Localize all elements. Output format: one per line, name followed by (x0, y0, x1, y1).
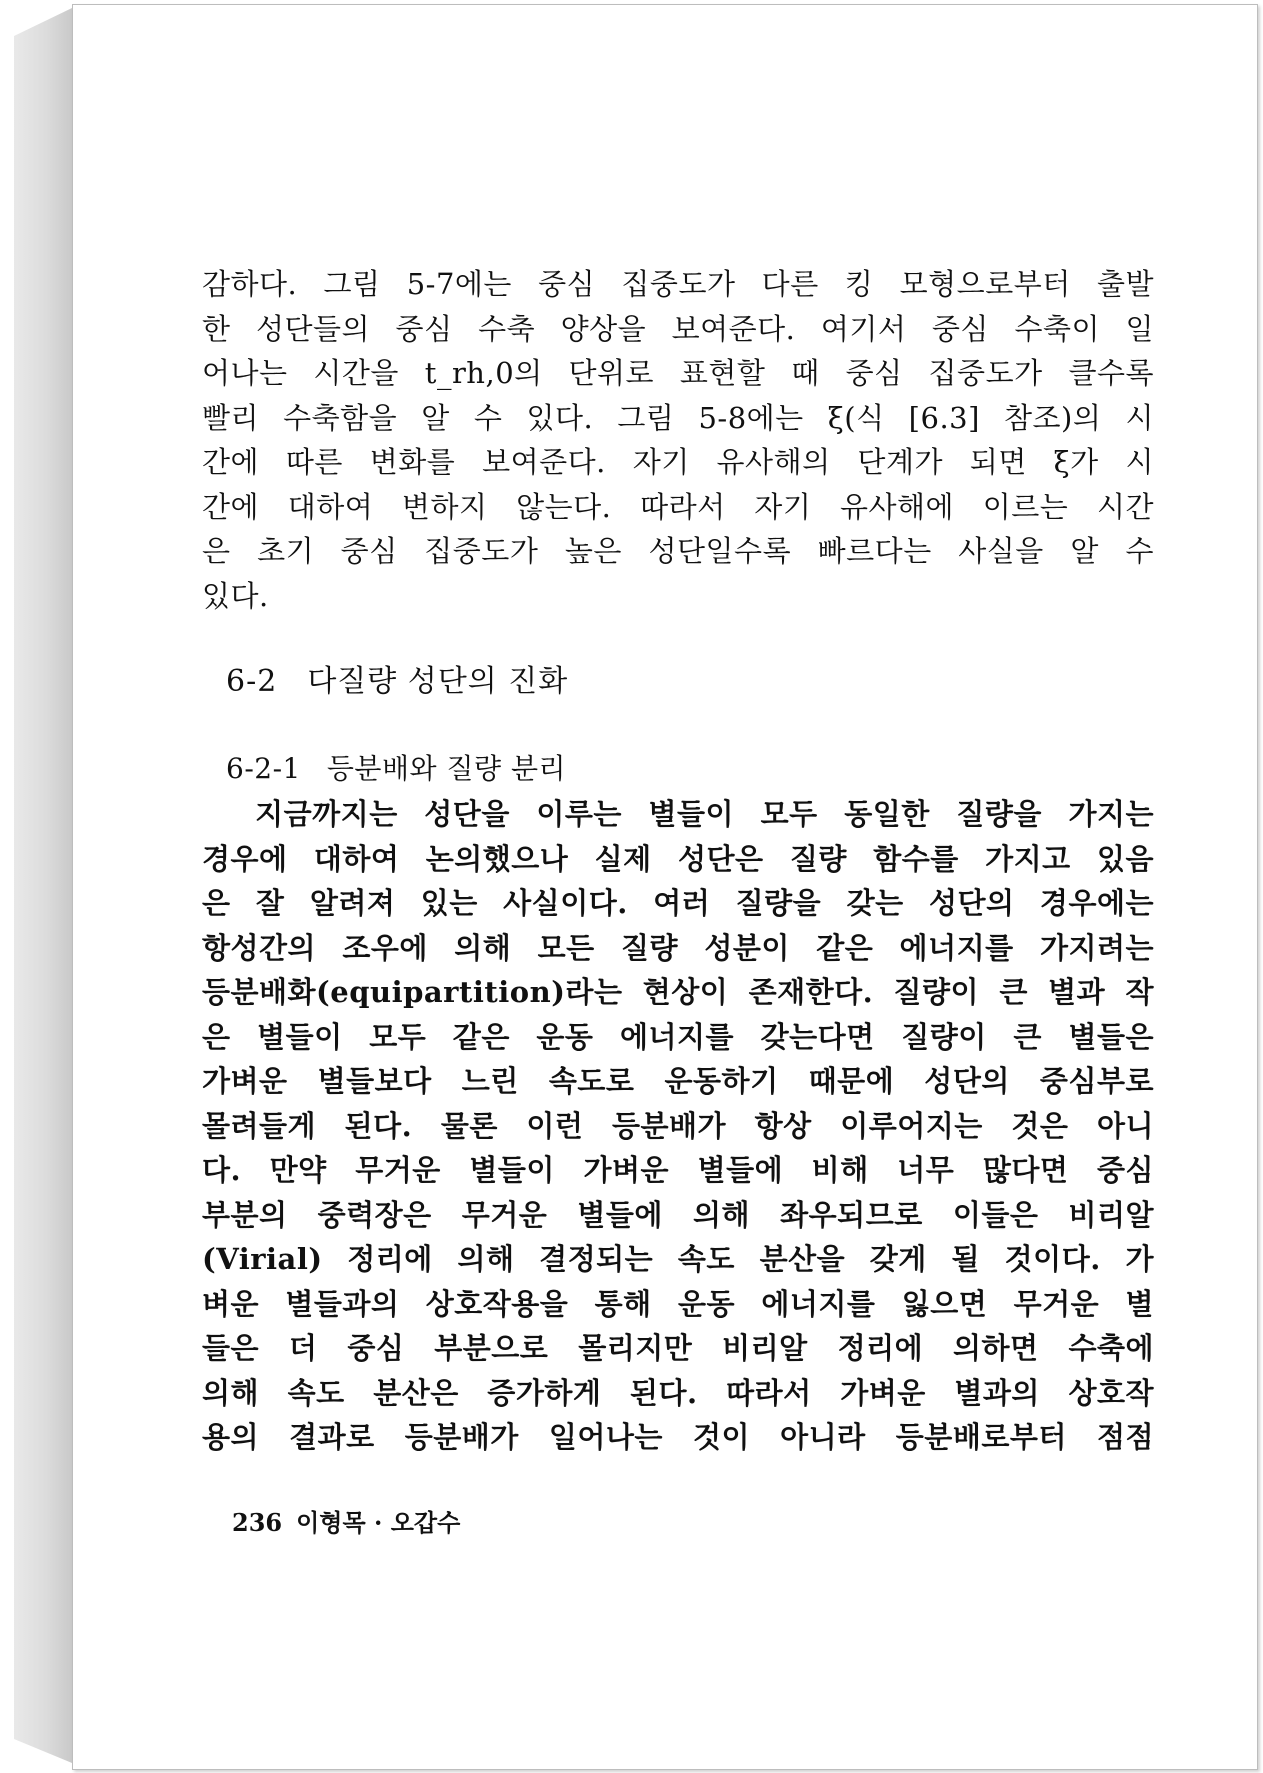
text-line: 의해 속도 분산은 증가하게 된다. 따라서 가벼운 별과의 상호작 (202, 1375, 1154, 1410)
text-line: 간에 따른 변화를 보여준다. 자기 유사해의 단계가 되면 ξ가 시 (202, 445, 1154, 479)
text-line: 용의 결과로 등분배가 일어나는 것이 아니라 등분배로부터 점점 (202, 1420, 1154, 1454)
text-line: 빨리 수축함을 알 수 있다. 그림 5-8에는 ξ(식 [6.3] 참조)의 시 (202, 400, 1154, 435)
subsection-heading (226, 748, 566, 790)
text-line: (Virial) 정리에 의해 결정되는 속도 분산을 갖게 될 것이다. 가 (202, 1242, 1154, 1276)
text-line: 감하다. 그림 5-7에는 중심 집중도가 다른 킹 모형으로부터 출발 (202, 267, 1154, 301)
text-line: 항성간의 조우에 의해 모든 질량 성분이 같은 에너지를 가지려는 (202, 930, 1154, 965)
text-line: 경우에 대하여 논의했으나 실제 성단은 질량 함수를 가지고 있음 (202, 841, 1154, 876)
text-line: 은 잘 알려져 있는 사실이다. 여러 질량을 갖는 성단의 경우에는 (202, 886, 1154, 920)
subsection-number: 6-2-1 (226, 752, 301, 785)
text-line: 다. 만약 무거운 별들이 가벼운 별들에 비해 너무 많다면 중심 (202, 1153, 1154, 1187)
text-line: 지금까지는 성단을 이루는 별들이 모두 동일한 질량을 가지는 (202, 797, 1154, 831)
text-line: 벼운 별들과의 상호작용을 통해 운동 에너지를 잃으면 무거운 별 (202, 1286, 1154, 1321)
text-line: 한 성단들의 중심 수축 양상을 보여준다. 여기서 중심 수축이 일 (202, 311, 1154, 346)
subsection-title: 등분배와 질량 분리 (326, 752, 567, 785)
text-line: 있다. (202, 578, 269, 613)
text-line: 은 별들이 모두 같은 운동 에너지를 갖는다면 질량이 큰 별들은 (202, 1019, 1154, 1054)
text-line: 가벼운 별들보다 느린 속도로 운동하기 때문에 성단의 중심부로 (202, 1064, 1154, 1098)
page-number: 236 (232, 1508, 283, 1537)
text-line: 부분의 중력장은 무거운 별들에 의해 좌우되므로 이들은 비리알 (202, 1197, 1154, 1232)
text-line: 등분배화(equipartition)라는 현상이 존재한다. 질량이 큰 별과 작 (202, 975, 1154, 1009)
running-authors: 이형목 · 오갑수 (296, 1508, 461, 1537)
text-line: 간에 대하여 변하지 않는다. 따라서 자기 유사해에 이르는 시간 (202, 489, 1154, 524)
text-line: 어나는 시간을 t_rh,0의 단위로 표현할 때 중심 집중도가 클수록 (202, 356, 1154, 390)
text-line: 은 초기 중심 집중도가 높은 성단일수록 빠르다는 사실을 알 수 (202, 534, 1154, 568)
book-spine (14, 8, 72, 1763)
page-footer (232, 1505, 460, 1541)
paragraph-2 (202, 792, 1154, 1460)
text-line: 몰려들게 된다. 물론 이런 등분배가 항상 이루어지는 것은 아니 (202, 1108, 1154, 1143)
section-title: 다질량 성단의 진화 (307, 664, 569, 699)
section-heading (226, 660, 568, 704)
paragraph-1 (202, 262, 1154, 618)
section-number: 6-2 (226, 664, 278, 699)
text-line: 들은 더 중심 부분으로 몰리지만 비리알 정리에 의하면 수축에 (202, 1331, 1154, 1365)
